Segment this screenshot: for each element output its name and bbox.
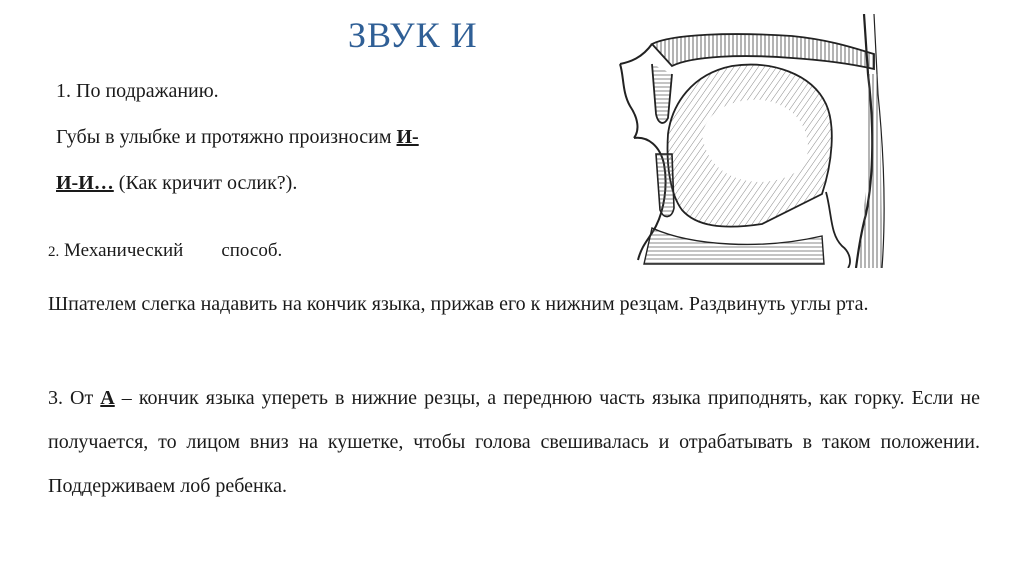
section-2-heading	[48, 240, 282, 262]
section-1-text-2: (Как кричит ослик?).	[113, 172, 298, 194]
section-1-bold-2: И-И…	[56, 172, 114, 194]
section-1-line-2	[56, 172, 297, 195]
section-1-bold-1: И-	[396, 126, 419, 148]
section-1-heading: 1. По подражанию.	[56, 80, 219, 102]
section-2-label-2: способ.	[221, 240, 283, 261]
section-1-line-1	[56, 126, 419, 149]
section-3-paragraph	[48, 376, 980, 508]
section-2-text: Шпателем слегка надавить на кончик языка, прижав его к нижним резцам. Раздвинуть углы рта.	[48, 293, 869, 315]
section-3-bold: А	[100, 387, 115, 409]
slide-title: ЗВУК И	[348, 15, 478, 55]
section-2-number: 2.	[48, 244, 60, 260]
section-3-prefix: 3. От	[48, 387, 101, 409]
section-3-text: – кончик языка упереть в нижние резцы, а переднюю часть языка приподнять, как горку. Если не получается, то лицом вниз на кушетке, чтобы голова свешивалась и отрабатывать в таком положении. Поддерживаем лоб ребенка.	[48, 387, 981, 497]
section-1-text: Губы в улыбке и протяжно произносим	[56, 126, 397, 148]
section-2-label-1: Механический	[64, 240, 184, 261]
articulation-profile-diagram-icon	[612, 14, 904, 268]
